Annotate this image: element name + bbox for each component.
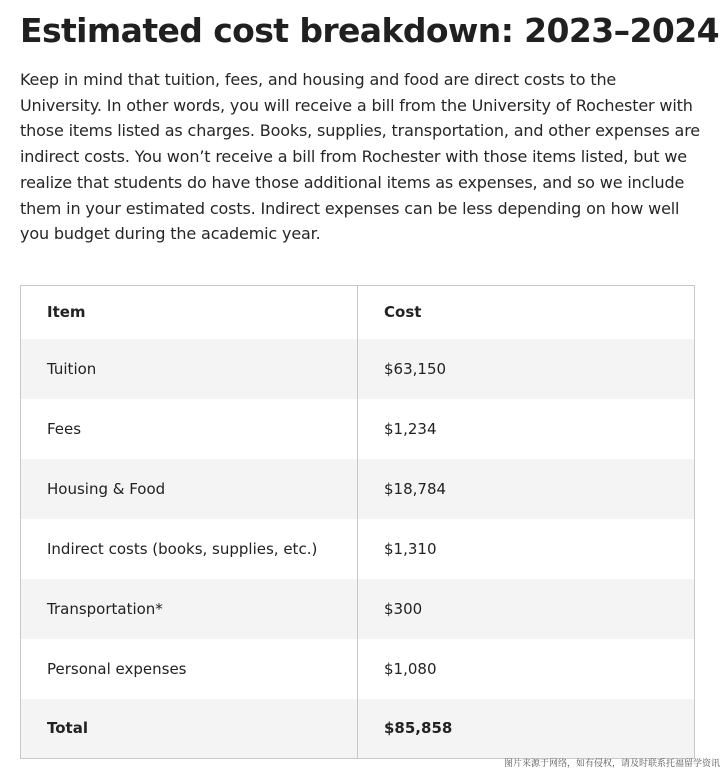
header-cost: Cost xyxy=(384,303,422,322)
row-cost: $18,784 xyxy=(358,459,695,519)
page-title: Estimated cost breakdown: 2023–2024 xyxy=(20,11,719,50)
row-item: Personal expenses xyxy=(21,639,358,699)
row-cost: $1,080 xyxy=(384,659,437,678)
row-item: Fees xyxy=(21,399,358,459)
total-cost: $85,858 xyxy=(358,699,695,759)
row-item: Indirect costs (books, supplies, etc.) xyxy=(21,519,358,579)
row-cost: $1,234 xyxy=(384,419,437,438)
watermark: 图片来源于网络，如有侵权，请及时联系托福留学资讯 xyxy=(503,759,720,769)
total-label: Total xyxy=(21,699,358,759)
table-header-row xyxy=(21,286,695,339)
intro-paragraph: Keep in mind that tuition, fees, and housing and food are direct costs to the University. In other words, you will receive a bill from the University of Rochester with those items listed as charges. Books, supplies, transportation, and other expenses are indirect costs. You won’t receive a bill from Rochester with those items listed, but we realize that students do have those additional items as expenses, and so we include them in your estimated costs. Indirect expenses can be less depending on how well you budget during the academic year. xyxy=(20,70,700,244)
table-row xyxy=(21,639,695,699)
table-row xyxy=(21,459,695,519)
row-cost: $63,150 xyxy=(358,339,695,399)
row-item: Transportation* xyxy=(21,579,358,639)
table-row xyxy=(21,339,695,399)
row-item: Housing & Food xyxy=(21,459,358,519)
table-row xyxy=(21,399,695,459)
row-item: Tuition xyxy=(21,339,358,399)
row-cost: $1,310 xyxy=(384,539,437,558)
table-row xyxy=(21,519,695,579)
cost-breakdown-table xyxy=(20,285,695,759)
table-row xyxy=(21,579,695,639)
header-item: Item xyxy=(21,286,358,339)
table-total-row xyxy=(21,699,695,759)
row-cost: $300 xyxy=(358,579,695,639)
